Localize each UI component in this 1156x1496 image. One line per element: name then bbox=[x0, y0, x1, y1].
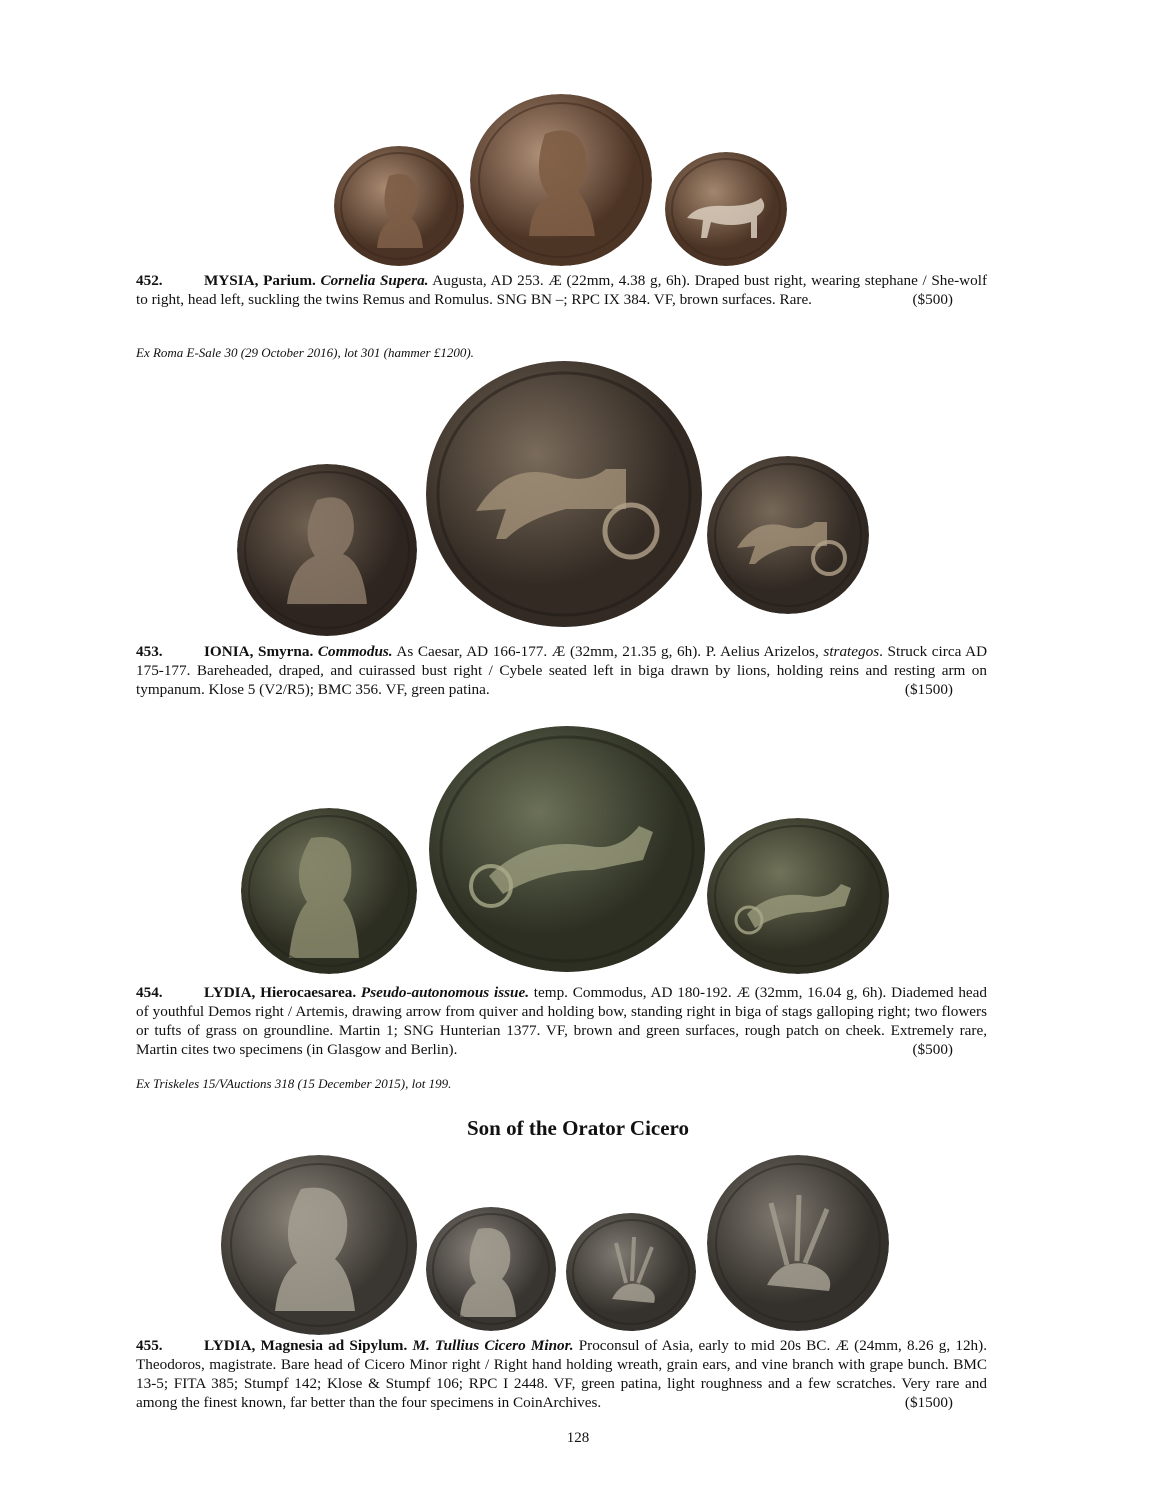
coin-454-reverse-small bbox=[707, 818, 889, 974]
coin-454-obverse bbox=[241, 808, 417, 974]
lot-description: Proconsul of Asia, early to mid 20s BC. Æ (24mm, 8.26 g, 12h). Theodoros, magistrate. Bare head of Cicero Minor right / Right hand holding wreath, grain ears, and vine branch with grape bunch. BMC 13-5; FITA 385; Stumpf 142; Klose & Stumpf 106; RPC I 2448. VF, green patina, light roughness and a few scratches. Very rare and among the finest known, far better than the four specimens in CoinArchives. bbox=[136, 1337, 988, 1411]
coin-452-reverse bbox=[665, 152, 787, 266]
coin-455-obverse-large bbox=[221, 1155, 417, 1335]
lot-454-provenance: Ex Triskeles 15/VAuctions 318 (15 December 2015), lot 199. bbox=[136, 1076, 452, 1091]
lot-452-provenance: Ex Roma E-Sale 30 (29 October 2016), lot 301 (hammer £1200). bbox=[136, 345, 474, 360]
lot-number: 452. bbox=[136, 272, 163, 289]
lot-ruler: Pseudo-autonomous issue. bbox=[360, 984, 530, 1001]
lot-number: 454. bbox=[136, 984, 163, 1001]
lot-description: As Caesar, AD 166-177. Æ (32mm, 21.35 g, 6h). P. Aelius Arizelos, bbox=[396, 643, 819, 660]
lot-453 bbox=[136, 642, 987, 699]
coin-453-obverse bbox=[237, 464, 417, 636]
coin-452-obverse-small bbox=[334, 146, 464, 266]
lot-region: LYDIA, Hierocaesarea. bbox=[204, 984, 357, 1001]
coin-455-obverse-small bbox=[426, 1207, 556, 1331]
lot-452 bbox=[136, 271, 987, 309]
coin-455-reverse-large bbox=[707, 1155, 889, 1331]
coin-452-obverse-large bbox=[470, 94, 652, 266]
lot-price: ($500) bbox=[912, 1041, 953, 1058]
lot-454 bbox=[136, 983, 987, 1059]
lot-455 bbox=[136, 1336, 987, 1412]
section-title: Son of the Orator Cicero bbox=[466, 1116, 690, 1140]
lot-ruler: M. Tullius Cicero Minor. bbox=[412, 1337, 574, 1354]
lot-region: MYSIA, Parium. bbox=[204, 272, 316, 289]
lot-description: temp. Commodus, AD 180-192. Æ (32mm, 16.04 g, 6h). Diademed head of youthful Demos right / Artemis, drawing arrow from quiver and holding bow, standing right in biga of stags galloping right; two flowers or tufts of grass on groundline. Martin 1; SNG Hunterian 1377. VF, brown and green surfaces, rough patch on cheek. Extremely rare, Martin cites two specimens (in Glasgow and Berlin). bbox=[136, 984, 987, 1058]
coin-455-reverse-small bbox=[566, 1213, 696, 1331]
lot-price: ($500) bbox=[912, 291, 953, 308]
coin-453-reverse-small bbox=[707, 456, 869, 614]
page-number: 128 bbox=[566, 1430, 590, 1446]
lot-number: 455. bbox=[136, 1337, 163, 1354]
coin-453-reverse-large bbox=[426, 361, 702, 627]
lot-price: ($1500) bbox=[904, 1394, 953, 1411]
lot-ruler: Commodus. bbox=[317, 643, 393, 660]
lot-description: Augusta, AD 253. Æ (22mm, 4.38 g, 6h). Draped bust right, wearing stephane / She-wolf to right, head left, suckling the twins Remus and Romulus. SNG BN –; RPC IX 384. VF, brown surfaces. Rare. bbox=[136, 272, 988, 308]
lot-description-italic: strategos bbox=[823, 643, 880, 660]
lot-number: 453. bbox=[136, 643, 163, 660]
lot-description-cont: . Struck circa AD 175-177. Bareheaded, draped, and cuirassed bust right / Cybele seated left in biga drawn by lions, holding reins and resting arm on tympanum. Klose 5 (V2/R5); BMC 356. VF, green patina. bbox=[136, 643, 988, 698]
coin-454-reverse-large bbox=[429, 726, 705, 972]
lot-price: ($1500) bbox=[904, 681, 953, 698]
lot-region: LYDIA, Magnesia ad Sipylum. bbox=[204, 1337, 408, 1354]
lot-ruler: Cornelia Supera. bbox=[320, 272, 429, 289]
lot-region: IONIA, Smyrna. bbox=[204, 643, 314, 660]
